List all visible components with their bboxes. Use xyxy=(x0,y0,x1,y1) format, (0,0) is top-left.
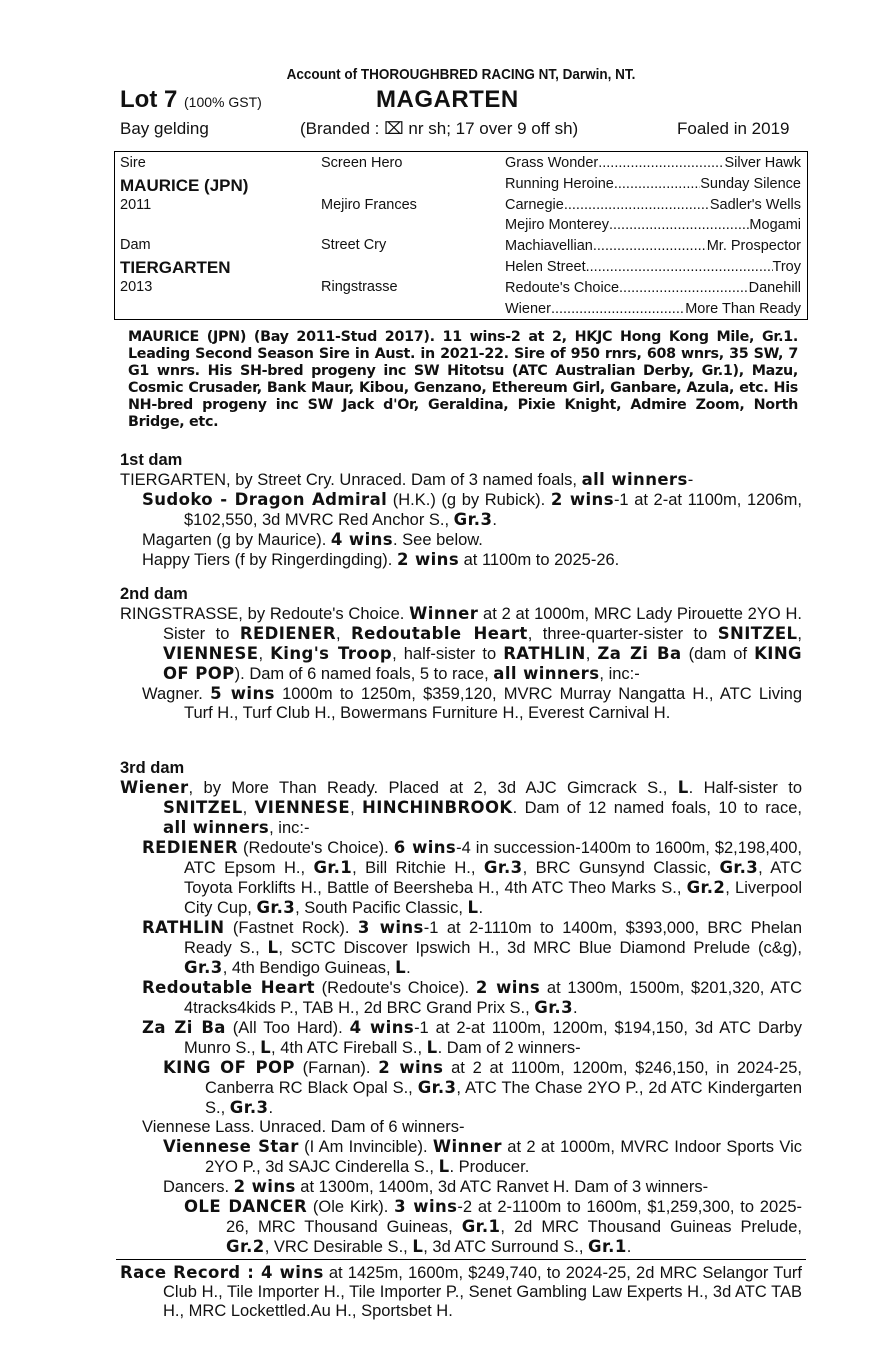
bold-text: RATHLIN xyxy=(503,644,586,663)
horse-name: MAGARTEN xyxy=(376,86,519,113)
text-run: RINGSTRASSE, by Redoute's Choice. xyxy=(120,605,410,623)
text-run: - xyxy=(687,471,694,489)
second-dam-section xyxy=(120,585,802,723)
text-run: -1 at 2-1110m to 1400m, $393,000, BRC Phelan Ready S., xyxy=(184,919,803,957)
text-run: (All Too Hard). xyxy=(225,1019,350,1037)
third-dam-body xyxy=(120,778,802,1257)
great-grandparent-name: Machiavellian xyxy=(505,238,593,255)
bold-text: Redoutable Heart xyxy=(351,624,528,643)
brand-info: (Branded : ⌧ nr sh; 17 over 9 off sh) xyxy=(300,119,579,138)
family-entry xyxy=(120,490,802,530)
leader-dots xyxy=(586,259,773,275)
bold-text: Winner xyxy=(432,1137,502,1156)
text-run: , inc:- xyxy=(599,665,640,683)
family-entry xyxy=(120,1177,802,1197)
great-grandparent-sire: Silver Hawk xyxy=(724,155,801,171)
vendor-account: Account of THOROUGHBRED RACING NT, Darwin, NT. xyxy=(286,66,636,83)
text-run: at 2 at 1100m, 1200m, $246,150, in 2024-25, Canberra RC Black Opal S., xyxy=(205,1059,802,1097)
text-run: Magarten (g by Maurice). xyxy=(142,531,331,549)
bold-text: Gr.1 xyxy=(313,858,353,877)
family-entry xyxy=(120,1197,802,1257)
text-run: , 2d MRC Thousand Guineas Prelude, xyxy=(500,1218,803,1236)
bold-text: all winners xyxy=(493,664,600,683)
text-run: TIERGARTEN, by Street Cry. Unraced. Dam of 3 named foals, xyxy=(120,471,582,489)
text-run: , xyxy=(350,799,363,817)
text-run: (Farnan). xyxy=(294,1059,379,1077)
bold-text: Gr.3 xyxy=(453,510,493,529)
dam-year: 2013 xyxy=(120,279,153,295)
text-run: , inc:- xyxy=(269,819,310,837)
family-entry xyxy=(120,978,802,1018)
bold-text: 5 wins xyxy=(210,684,275,703)
leader-dots xyxy=(564,197,710,213)
text-run: . Half-sister to xyxy=(688,779,803,797)
great-grandparent-name: Running Heroine xyxy=(505,175,614,192)
text-run: at 1300m, 1500m, $201,320, ATC 4tracks4kids P., TAB H., 2d BRC Grand Prix S., xyxy=(184,979,802,1017)
bold-text: Gr.3 xyxy=(256,898,296,917)
text-run: (H.K.) (g by Rubick). xyxy=(387,491,551,509)
grandsire-maternal: Street Cry xyxy=(321,237,387,253)
lot-label: Lot 7 xyxy=(120,86,178,113)
bold-text: Redoutable Heart xyxy=(142,978,315,997)
text-run: , South Pacific Classic, xyxy=(295,899,468,917)
bold-text: RATHLIN xyxy=(142,918,225,937)
text-run: . Dam of 2 winners- xyxy=(437,1039,581,1057)
great-grandparent-name: Wiener xyxy=(505,300,551,317)
text-run: , SCTC Discover Ipswich H., 3d MRC Blue Diamond Prelude (c&g), xyxy=(278,939,802,957)
race-record-section xyxy=(120,1263,802,1321)
leader-dots xyxy=(619,280,749,296)
bold-text: 2 wins xyxy=(475,978,541,997)
text-run: 1000m to 1250m, $359,120, MVRC Murray Nangatta H., ATC Living Turf H., Turf Club H., Bowermans Furniture H., Everest Carnival H. xyxy=(184,685,802,722)
text-run: , three-quarter-sister to xyxy=(527,625,718,643)
leader-dots xyxy=(614,176,700,192)
granddam-maternal: Ringstrasse xyxy=(321,279,398,295)
bold-text: Gr.3 xyxy=(184,958,223,977)
bold-text: Gr.2 xyxy=(226,1237,265,1256)
great-grandparent-row xyxy=(505,238,801,254)
bold-text: L xyxy=(438,1157,450,1176)
bold-text: 4 wins xyxy=(349,1018,415,1037)
bold-text: Race Record : 4 wins xyxy=(120,1263,324,1282)
great-grandparent-name: Mejiro Monterey xyxy=(505,217,609,234)
bold-text: 3 wins xyxy=(394,1197,458,1216)
bold-text: Sudoko - Dragon Admiral xyxy=(142,490,388,509)
great-grandparent-name: Grass Wonder xyxy=(505,155,599,171)
leader-dots xyxy=(598,155,724,171)
family-entry xyxy=(120,684,802,723)
great-grandparent-sire: More Than Ready xyxy=(685,300,801,317)
text-run: at 1100m to 2025-26. xyxy=(459,551,620,569)
bold-text: KING OF POP xyxy=(163,644,802,683)
race-record xyxy=(120,1263,802,1321)
text-run: at 2 at 1000m, MVRC Indoor Sports Vic 2YO P., 3d SAJC Cinderella S., xyxy=(205,1138,802,1176)
text-run: Dancers. xyxy=(163,1178,234,1196)
bold-text: Viennese Star xyxy=(163,1137,299,1156)
leader-dots xyxy=(609,217,749,233)
bold-text: Wiener xyxy=(120,778,189,797)
bold-text: 6 wins xyxy=(393,838,457,857)
great-grandparent-sire: Danehill xyxy=(748,279,801,296)
great-grandparent-row xyxy=(505,217,801,233)
text-run: -1 at 2-at 1100m, 1206m, $102,550, 3d MVRC Red Anchor S., xyxy=(184,491,803,529)
text-run: , xyxy=(797,625,802,643)
text-run: (dam of xyxy=(681,645,755,663)
bold-text: REDIENER xyxy=(239,624,336,643)
family-entry xyxy=(120,470,802,490)
family-entry xyxy=(120,1137,802,1177)
second-dam-heading: 2nd dam xyxy=(120,585,188,603)
text-run: . xyxy=(572,999,578,1017)
granddam-paternal: Mejiro Frances xyxy=(321,197,417,213)
bold-text: 2 wins xyxy=(233,1177,296,1196)
text-run: , ATC Toyota Forklifts H., Battle of Beersheba H., 4th ATC Theo Marks S., xyxy=(184,859,802,897)
text-run: . Dam of 12 named foals, 10 to race, xyxy=(512,799,802,817)
leader-dots xyxy=(593,238,707,254)
great-grandparent-sire: Sunday Silence xyxy=(700,175,801,192)
bold-text: Gr.3 xyxy=(534,998,573,1017)
bold-text: Gr.3 xyxy=(719,858,759,877)
family-entry xyxy=(120,550,802,570)
text-run: -1 at 2-at 1100m, 1200m, $194,150, 3d ATC Darby Munro S., xyxy=(184,1019,802,1057)
bold-text: Za Zi Ba xyxy=(142,1018,226,1037)
bold-text: 2 wins xyxy=(550,490,614,509)
horse-sex: Bay gelding xyxy=(120,119,209,138)
text-run: , half-sister to xyxy=(392,645,504,663)
great-grandparent-sire: Troy xyxy=(772,259,801,275)
text-run: , xyxy=(242,799,255,817)
sire-year: 2011 xyxy=(120,197,152,213)
great-grandparent-row xyxy=(505,280,801,296)
third-dam-heading: 3rd dam xyxy=(120,759,185,777)
bold-text: SNITZEL xyxy=(717,624,798,643)
bold-text: all winners xyxy=(581,470,688,489)
family-entry xyxy=(120,838,802,918)
great-grandparent-row xyxy=(505,259,801,275)
bold-text: SNITZEL xyxy=(163,798,243,817)
family-entry xyxy=(120,530,802,550)
text-run: Viennese Lass. Unraced. Dam of 6 winners- xyxy=(142,1118,465,1136)
first-dam-section xyxy=(120,451,802,570)
bold-text: L xyxy=(467,898,479,917)
bold-text: Gr.3 xyxy=(417,1078,457,1097)
text-run: , Liverpool City Cup, xyxy=(184,879,802,917)
text-run: . Producer. xyxy=(449,1158,530,1176)
bold-text: Gr.1 xyxy=(461,1217,501,1236)
great-grandparent-sire: Mr. Prospector xyxy=(706,238,801,255)
bold-text: L xyxy=(677,778,689,797)
bold-text: KING OF POP xyxy=(163,1058,295,1077)
family-entry xyxy=(120,1118,802,1137)
grandsire-paternal: Screen Hero xyxy=(321,155,403,171)
text-run: (Redoute's Choice). xyxy=(314,979,476,997)
bold-text: L xyxy=(260,1038,272,1057)
text-run: , xyxy=(335,625,352,643)
bold-text: Gr.3 xyxy=(483,858,523,877)
bold-text: VIENNESE xyxy=(254,798,351,817)
bold-text: 2 wins xyxy=(378,1058,444,1077)
bold-text: OLE DANCER xyxy=(184,1197,308,1216)
text-run: , 4th ATC Fireball S., xyxy=(271,1039,427,1057)
text-run: (Fastnet Rock). xyxy=(224,919,358,937)
great-grandparent-row xyxy=(505,197,801,213)
sire-summary: MAURICE (JPN) (Bay 2011-Stud 2017). 11 wins-2 at 2, HKJC Hong Kong Mile, Gr.1. Leading Second Season Sire in Aust. in 2021-22. Sire of 950 rnrs, 608 wnrs, 35 SW, 7 G1 wnrs. His SH-bred progeny inc SW Hitotsu (ATC Australian Derby, Gr.1), Mazu, Cosmic Crusader, Bank Maur, Kibou, Genzano, Ethereum Girl, Ganbare, Azula, etc. His NH-bred progeny inc SW Jack d'Or, Geraldina, Pixie Knight, Admire Zoom, North Bridge, etc. xyxy=(128,329,798,430)
text-run: , 4th Bendigo Guineas, xyxy=(222,959,396,977)
great-grandparent-sire: Mogami xyxy=(749,217,801,234)
text-run: . See below. xyxy=(393,531,483,549)
text-run: , Bill Ritchie H., xyxy=(352,859,484,877)
text-run: (Redoute's Choice). xyxy=(238,839,394,857)
gst-note: (100% GST) xyxy=(184,94,262,110)
text-run: -2 at 2-1100m to 1600m, $1,259,300, to 2025-26, MRC Thousand Guineas, xyxy=(226,1198,803,1236)
bold-text: L xyxy=(412,1237,424,1256)
family-entry xyxy=(120,778,802,838)
text-run: . xyxy=(626,1238,632,1256)
bold-text: Gr.1 xyxy=(588,1237,627,1256)
great-grandparent-row xyxy=(505,301,801,317)
family-entry xyxy=(120,1058,802,1118)
bold-text: Gr.2 xyxy=(686,878,726,897)
bold-text: Za Zi Ba xyxy=(597,644,682,663)
bold-text: REDIENER xyxy=(142,838,239,857)
third-dam-section xyxy=(120,759,802,1257)
text-run: , VRC Desirable S., xyxy=(264,1238,413,1256)
text-run: , by More Than Ready. Placed at 2, 3d AJC Gimcrack S., xyxy=(188,779,678,797)
bold-text: Winner xyxy=(409,604,479,623)
dam-label: Dam xyxy=(120,237,151,253)
text-run: Wagner. xyxy=(142,685,211,703)
text-run: , xyxy=(258,645,271,663)
text-run: , BRC Gunsynd Classic, xyxy=(522,859,720,877)
bold-text: Gr.3 xyxy=(229,1098,269,1117)
bold-text: L xyxy=(395,958,407,977)
bold-text: 4 wins xyxy=(330,530,393,549)
text-run: . xyxy=(406,959,411,977)
sire-label: Sire xyxy=(120,155,146,171)
lot-number xyxy=(120,86,262,114)
text-run: , 3d ATC Surround S., xyxy=(423,1238,589,1256)
bold-text: 2 wins xyxy=(396,550,460,569)
family-entry xyxy=(120,918,802,978)
great-grandparent-sire: Sadler's Wells xyxy=(709,196,801,213)
text-run: . xyxy=(478,899,484,917)
text-run: ). Dam of 6 named foals, 5 to race, xyxy=(234,665,494,683)
race-record-body xyxy=(120,1263,802,1321)
first-dam-body xyxy=(120,470,802,570)
text-run: (Ole Kirk). xyxy=(307,1198,395,1216)
text-run: (I Am Invincible). xyxy=(298,1138,433,1156)
great-grandparent-row xyxy=(505,155,801,171)
text-run: at 2 at 1000m, MRC Lady Pirouette 2YO H. Sister to xyxy=(163,605,802,643)
text-run: Happy Tiers (f by Ringerdingding). xyxy=(142,551,397,569)
sire-name: MAURICE (JPN) xyxy=(120,176,249,195)
text-run: . xyxy=(492,511,497,529)
text-run: at 1425m, 1600m, $249,740, to 2024-25, 2d MRC Selangor Turf Club H., Tile Importer H., Tile Importer P., Senet Gambling Law Experts H., 3d ATC TAB H., MRC Lockettled.Au H., Sportsbet H. xyxy=(163,1264,802,1320)
great-grandparent-name: Redoute's Choice xyxy=(505,279,620,296)
pedigree-table xyxy=(114,151,808,320)
bold-text: VIENNESE xyxy=(163,644,259,663)
text-run: -4 in succession-1400m to 1600m, $2,198,400, ATC Epsom H., xyxy=(184,839,802,877)
divider xyxy=(116,1259,806,1260)
text-run: , xyxy=(585,645,598,663)
family-entry xyxy=(120,1018,802,1058)
great-grandparent-name: Carnegie xyxy=(505,196,564,213)
great-grandparent-name: Helen Street xyxy=(505,259,586,275)
family-entry xyxy=(120,604,802,684)
dam-name: TIERGARTEN xyxy=(120,258,231,277)
bold-text: HINCHINBROOK xyxy=(362,798,513,817)
text-run: at 1300m, 1400m, 3d ATC Ranvet H. Dam of 3 winners- xyxy=(295,1178,709,1196)
first-dam-heading: 1st dam xyxy=(120,451,183,469)
bold-text: all winners xyxy=(163,818,270,837)
bold-text: L xyxy=(267,938,279,957)
bold-text: 3 wins xyxy=(357,918,424,937)
second-dam-body xyxy=(120,604,802,723)
bold-text: L xyxy=(426,1038,438,1057)
bold-text: King's Troop xyxy=(270,644,393,663)
foaled-year: Foaled in 2019 xyxy=(677,119,790,138)
text-run: . xyxy=(268,1099,274,1117)
leader-dots xyxy=(551,301,685,317)
great-grandparent-row xyxy=(505,176,801,192)
text-run: , ATC The Chase 2YO P., 2d ATC Kindergarten S., xyxy=(205,1079,802,1117)
